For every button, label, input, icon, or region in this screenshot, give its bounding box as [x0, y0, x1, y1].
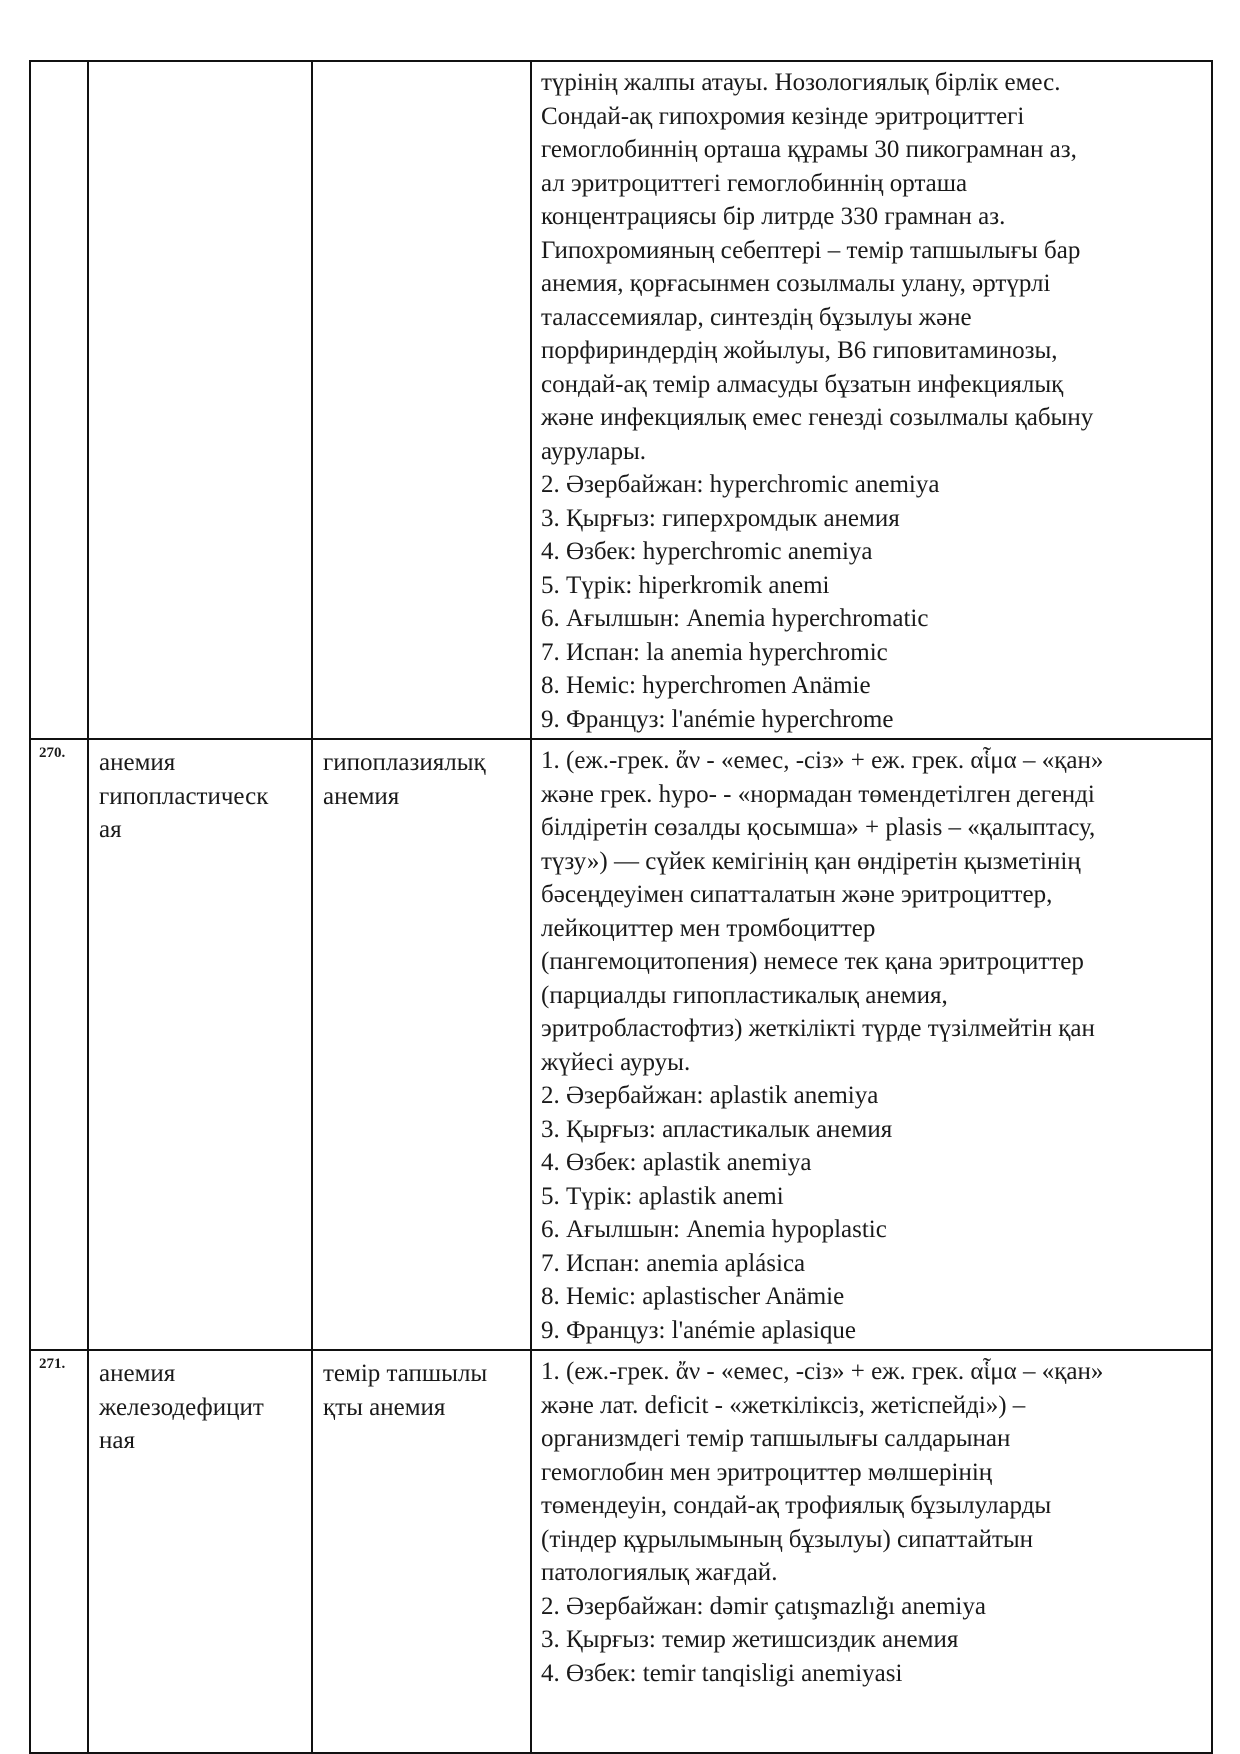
translation-item: 6. Ағылшын: Anemia hyperchromatic — [541, 605, 929, 632]
translation-item: 4. Өзбек: hyperchromic anemiya — [541, 538, 873, 565]
kazakh-term-cell — [312, 61, 531, 739]
definition-line: организмдегі темір тапшылығы салдарынан — [541, 1425, 1011, 1452]
russian-term-line: ая — [99, 816, 122, 843]
definition-cell — [531, 739, 1212, 1350]
translation-item: 5. Түрік: aplastik anemi — [541, 1182, 784, 1210]
russian-term-line: анемия — [99, 1360, 176, 1387]
definition — [532, 740, 1211, 1349]
table-row — [30, 739, 1212, 1350]
translation-item: 6. Ағылшын: Anemia hypoplastic — [541, 1216, 887, 1243]
kazakh-term-line: темір тапшылы — [323, 1360, 488, 1387]
translation-item: 7. Испан: la anemia hyperchromic — [541, 638, 888, 666]
glossary-table — [29, 60, 1213, 1754]
definition-line: ал эритроциттегі гемоглобиннің орташа — [541, 169, 968, 197]
table-row — [30, 1350, 1212, 1753]
russian-term — [89, 740, 311, 847]
definition-line: төмендеуін, сондай-ақ трофиялық бұзылуларды — [541, 1492, 1052, 1519]
definition — [532, 62, 1211, 738]
translation-item: 2. Әзербайжан: dəmir çatışmazlığı anemiya — [541, 1592, 986, 1620]
translation-item: 5. Түрік: hiperkromik anemi — [541, 571, 830, 599]
russian-term-cell — [88, 1350, 312, 1753]
translation-item: 2. Әзербайжан: hyperchromic anemiya — [541, 471, 940, 498]
definition-line: Гипохромияның себептері – темір тапшылығы бар — [541, 236, 1081, 264]
definition-cell — [531, 61, 1212, 739]
translation-item: 4. Өзбек: temir tanqisligi anemiyasi — [541, 1659, 903, 1687]
definition-line: (парциалды гипопластикалық анемия, — [541, 981, 948, 1009]
definition-line: патологиялық жағдай. — [541, 1559, 778, 1586]
definition — [532, 1351, 1211, 1692]
translation-item: 9. Француз: l'anémie hyperchrome — [541, 705, 894, 733]
definition-line: (тіндер құрылымының бұзылуы) сипаттайтын — [541, 1525, 1034, 1553]
translation-item: 8. Неміс: aplastischer Anämie — [541, 1283, 845, 1310]
definition-line: талассемиялар, синтездің бұзылуы және — [541, 303, 972, 331]
kazakh-term-line: қты анемия — [323, 1393, 446, 1421]
translation-item: 3. Қырғыз: темир жетишсиздик анемия — [541, 1626, 959, 1653]
definition-line: эритробластофтиз) жеткілікті түрде түзілмейтін қан — [541, 1015, 1095, 1042]
definition-cell — [531, 1350, 1212, 1753]
definition-line: концентрациясы бір литрде 330 грамнан аз. — [541, 203, 1006, 230]
kazakh-term-line: анемия — [323, 782, 400, 810]
kazakh-term-line: гипоплазиялық — [323, 749, 486, 776]
definition-line: және грек. hypo- - «нормадан төмендетілген дегенді — [541, 780, 1095, 808]
definition-line: гемоглобиннің орташа құрамы 30 пикограмнан аз, — [541, 136, 1077, 163]
definition-line: және инфекциялық емес генезді созылмалы қабыну — [541, 404, 1094, 431]
definition-line: лейкоциттер мен тромбоциттер — [541, 914, 876, 942]
kazakh-term — [313, 1351, 530, 1424]
entry-number: 271. — [39, 1356, 66, 1372]
definition-text — [541, 744, 1205, 1079]
entry-number — [31, 62, 87, 66]
kazakh-term-cell — [312, 739, 531, 1350]
translation-item: 3. Қырғыз: апластикалык анемия — [541, 1115, 893, 1143]
entry-number-cell — [30, 1350, 88, 1753]
definition-line: анемия, қорғасынмен созылмалы улану, әртүрлі — [541, 270, 1051, 297]
translation-item: 3. Қырғыз: гиперхромдык анемия — [541, 504, 900, 532]
russian-term-line: ная — [99, 1427, 135, 1454]
definition-text — [541, 66, 1205, 468]
definition-line: сондай-ақ темір алмасуды бұзатын инфекциялық — [541, 370, 1064, 398]
definition-line: жүйесі ауруы. — [541, 1048, 691, 1076]
translation-item: 7. Испан: anemia aplásica — [541, 1249, 806, 1277]
definition-line: білдіретін сөзалды қосымша» + plasis – «қалыптасу, — [541, 814, 1096, 841]
definition-line: аурулары. — [541, 437, 647, 465]
entry-number: 270. — [39, 745, 66, 761]
kazakh-term — [313, 62, 530, 68]
glossary-table-body — [30, 61, 1212, 1753]
russian-term — [89, 1351, 311, 1458]
translation-item: 9. Француз: l'anémie aplasique — [541, 1316, 856, 1344]
definition-line: порфириндердің жойылуы, В6 гиповитаминозы, — [541, 337, 1058, 364]
entry-number-cell — [30, 739, 88, 1350]
kazakh-term-cell — [312, 1350, 531, 1753]
definition-line: түрінің жалпы атауы. Нозологиялық бірлік емес. — [541, 69, 1061, 96]
definition-line: 1. (еж.-грек. ἄν - «емес, -сіз» + еж. грек. αἷμα – «қан» — [541, 747, 1104, 774]
kazakh-term — [313, 740, 530, 813]
definition-line: Сондай-ақ гипохромия кезінде эритроциттегі — [541, 102, 1025, 130]
definition-line: 1. (еж.-грек. ἄν - «емес, -сіз» + еж. грек. αἷμα – «қан» — [541, 1358, 1104, 1385]
russian-term-line: железодефицит — [99, 1393, 264, 1421]
entry-number-cell — [30, 61, 88, 739]
table-row — [30, 61, 1212, 739]
definition-text — [541, 1355, 1205, 1590]
definition-line: (пангемоцитопения) немесе тек қана эритроциттер — [541, 948, 1084, 975]
definition-line: түзу») — сүйек кемігінің қан өндіретін қызметінің — [541, 847, 1081, 875]
translation-item: 8. Неміс: hyperchromen Anämie — [541, 672, 871, 699]
definition-line: бәсеңдеуімен сипатталатын және эритроциттер, — [541, 881, 1053, 908]
translation-item: 4. Өзбек: aplastik anemiya — [541, 1149, 812, 1176]
russian-term-line: анемия — [99, 749, 176, 776]
russian-term — [89, 62, 311, 68]
definition-line: және лат. deficit - «жеткіліксіз, жетіспейді») – — [541, 1391, 1026, 1419]
russian-term-cell — [88, 61, 312, 739]
definition-line: гемоглобин мен эритроциттер мөлшерінің — [541, 1458, 993, 1486]
translation-item: 2. Әзербайжан: aplastik anemiya — [541, 1082, 879, 1109]
russian-term-cell — [88, 739, 312, 1350]
russian-term-line: гипопластическ — [99, 782, 269, 810]
